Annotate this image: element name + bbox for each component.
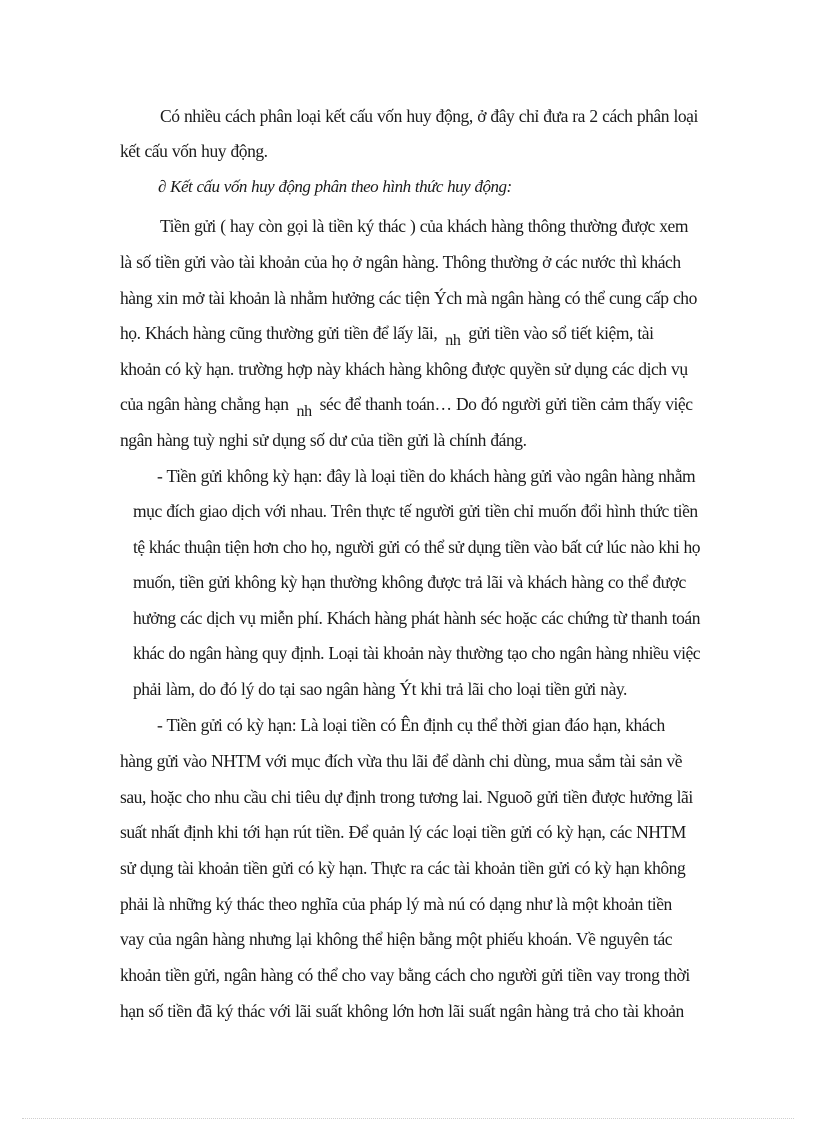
paragraph-4-line-6: phải là những ký thác theo nghĩa của pháp lý mà nú có dạng như là một khoản tiền	[120, 894, 672, 914]
paragraph-1-line-2: kết cấu vốn huy động.	[120, 141, 268, 161]
section-heading	[0, 175, 816, 199]
paragraph-2-line-3: hàng xin mở tài khoản là nhằm hưởng các tiện Ých mà ngân hàng có thể cung cấp cho	[120, 288, 697, 308]
paragraph-4-line-5: sử dụng tài khoản tiền gửi có kỳ hạn. Thực ra các tài khoản tiền gửi có kỳ hạn không	[120, 858, 686, 878]
paragraph-3-line-2: mục đích giao dịch với nhau. Trên thực tế người gửi tiền chỉ muốn đổi hình thức tiền	[133, 501, 698, 521]
paragraph-2-line-5: khoản có kỳ hạn. trường hợp này khách hàng không được quyền sử dụng các dịch vụ	[120, 359, 688, 379]
paragraph-4-line-7: vay của ngân hàng nhưng lại không thể hiện bằng một phiếu khoán. Về nguyên tác	[120, 929, 673, 949]
paragraph-3-line-4: muốn, tiền gửi không kỳ hạn thường không được trả lãi và khách hàng co thể được	[133, 572, 686, 592]
garbled-subscript: nh	[445, 332, 461, 349]
paragraph-4-line-1: - Tiền gửi có kỳ hạn: Là loại tiền có Ên định cụ thể thời gian đáo hạn, khách	[157, 715, 665, 735]
paragraph-3-line-1: - Tiền gửi không kỳ hạn: đây là loại tiền do khách hàng gửi vào ngân hàng nhằm	[157, 466, 696, 486]
paragraph-2-line-4-end: gửi tiền vào sổ tiết kiệm, tài	[468, 323, 654, 343]
paragraph-2-line-2: là số tiền gửi vào tài khoản của họ ở ngân hàng. Thông thường ở các nước thì khách	[120, 252, 681, 272]
paragraph-1-line-1: Có nhiều cách phân loại kết cấu vốn huy động, ở đây chỉ đưa ra 2 cách phân loại	[160, 106, 698, 126]
paragraph-2-line-4-start: họ. Khách hàng cũng thường gửi tiền để lấy lãi,	[120, 323, 438, 343]
heading-bullet: ∂	[158, 177, 166, 196]
paragraph-3-line-6: khác do ngân hàng quy định. Loại tài khoản này thường tạo cho ngân hàng nhiều việc	[133, 643, 700, 663]
paragraph-4-line-4: suất nhất định khi tới hạn rút tiền. Để quản lý các loại tiền gửi có kỳ hạn, các NHTM	[120, 822, 686, 842]
heading-text: Kết cấu vốn huy động phân theo hình thức huy động:	[170, 177, 512, 196]
paragraph-4-line-2: hàng gửi vào NHTM với mục đích vừa thu lãi để dành chi dùng, mua sắm tài sản về	[120, 751, 683, 771]
paragraph-4-line-3: sau, hoặc cho nhu cầu chi tiêu dự định trong tương lai. Nguoõ gửi tiền được hưởng lãi	[120, 787, 693, 807]
paragraph-3-line-5: hưởng các dịch vụ miễn phí. Khách hàng phát hành séc hoặc các chứng từ thanh toán	[133, 608, 700, 628]
paragraph-2-line-6-end: séc để thanh toán… Do đó người gửi tiền cảm thấy việc	[319, 394, 693, 414]
paragraph-2-line-4	[0, 321, 816, 347]
paragraph-4-line-9: hạn số tiền đã ký thác với lãi suất không lớn hơn lãi suất ngân hàng trả cho tài khoản	[120, 1001, 684, 1021]
paragraph-2-line-6-start: của ngân hàng chẳng hạn	[120, 394, 289, 414]
paragraph-2-line-6	[0, 392, 816, 418]
paragraph-3-line-7: phải làm, do đó lý do tại sao ngân hàng Ýt khi trả lãi cho loại tiền gửi này.	[133, 679, 627, 699]
paragraph-4-line-8: khoản tiền gửi, ngân hàng có thể cho vay bằng cách cho người gửi tiền vay trong thời	[120, 965, 690, 985]
garbled-subscript: nh	[296, 403, 312, 420]
paragraph-2-line-1: Tiền gửi ( hay còn gọi là tiền ký thác ) của khách hàng thông thường được xem	[160, 216, 689, 236]
paragraph-2-line-7: ngân hàng tuỳ nghi sử dụng số dư của tiền gửi là chính đáng.	[120, 430, 527, 450]
page-bottom-divider	[22, 1118, 794, 1119]
paragraph-3-line-3: tệ khác thuận tiện hơn cho họ, người gửi có thể sử dụng tiền vào bất cứ lúc nào khi họ	[133, 537, 700, 557]
